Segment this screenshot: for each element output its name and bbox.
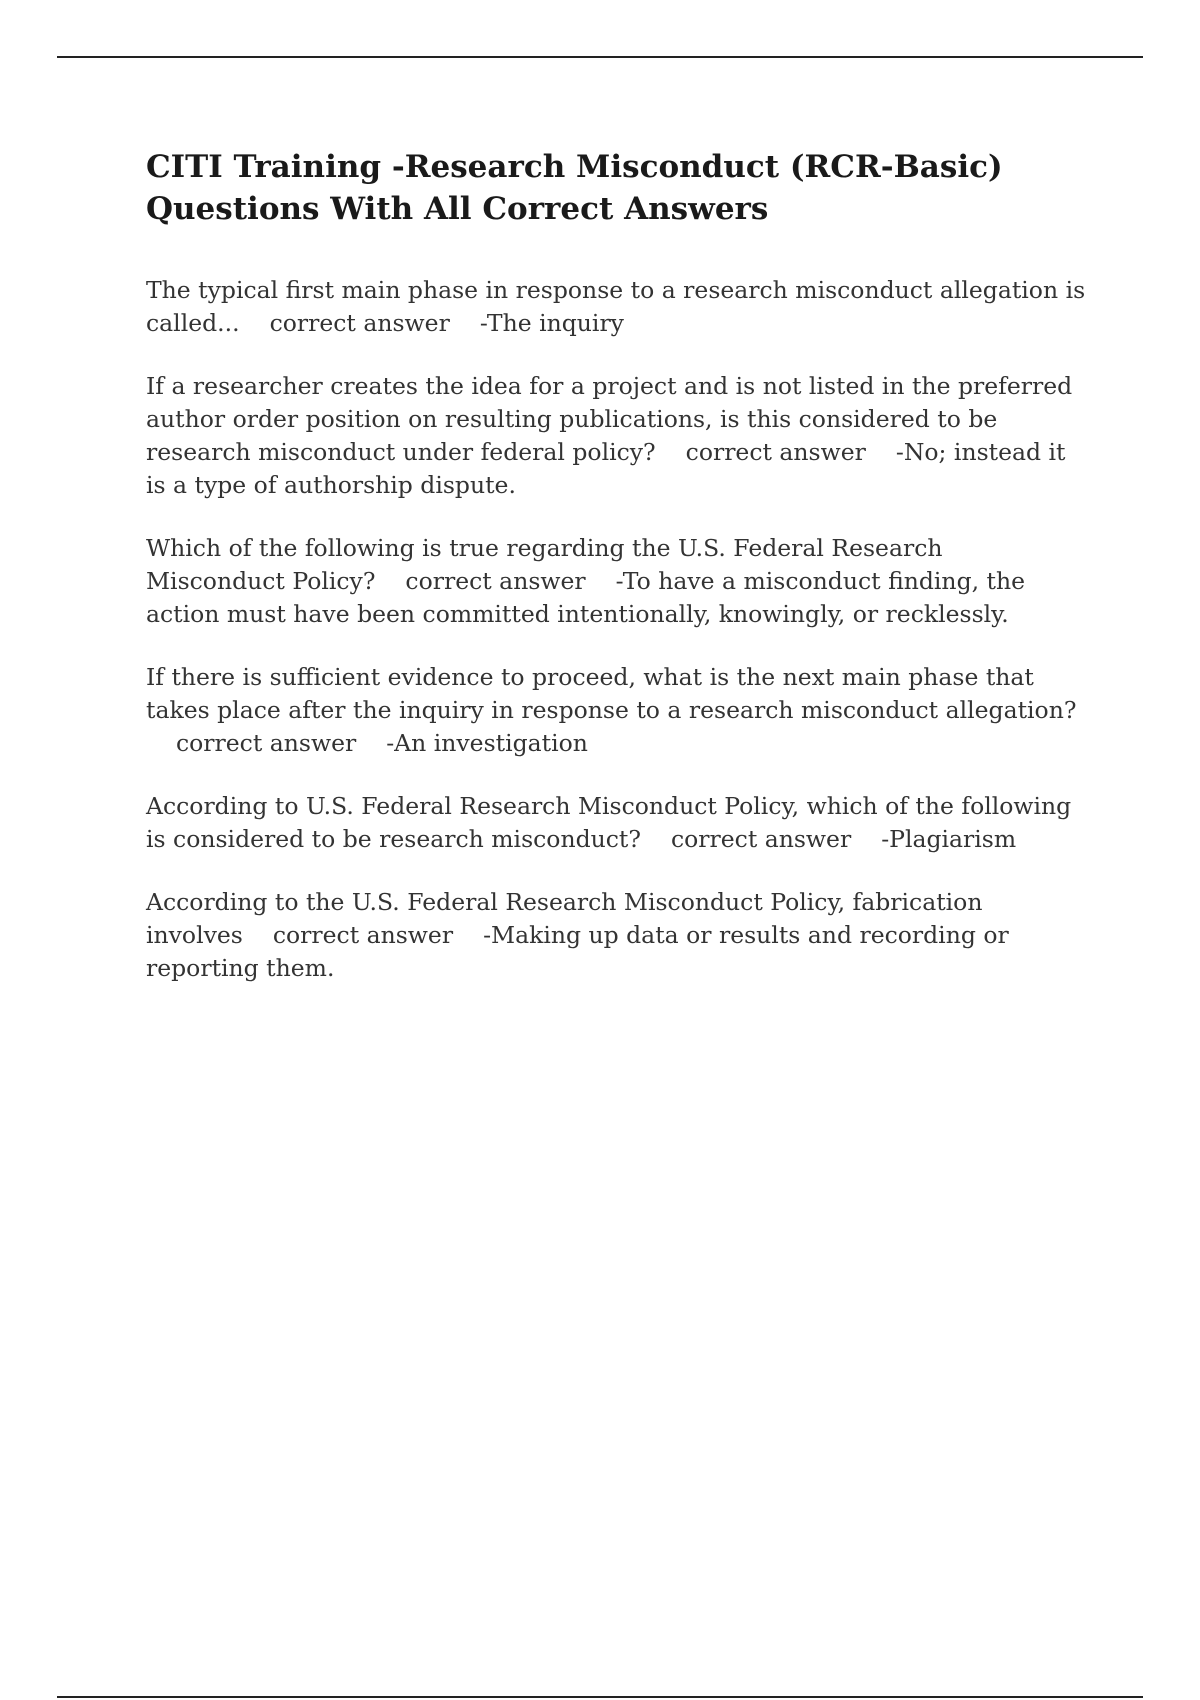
question-text: Which of the following is true regarding the U.S. Federal Research Misconduct Policy?: [146, 534, 943, 595]
qa-item: [146, 532, 1086, 631]
answer-label: correct answer: [405, 567, 586, 595]
document-title: CITI Training -Research Misconduct (RCR-Basic) Questions With All Correct Answers: [146, 149, 1003, 227]
qa-item: [146, 274, 1086, 340]
qa-item: [146, 370, 1086, 502]
answer-text: -To have a misconduct finding, the action must have been committed intentionally, knowingly, or recklessly.: [146, 567, 1026, 628]
question-text: According to the U.S. Federal Research Misconduct Policy, fabrication involves: [146, 888, 983, 949]
qa-item: [146, 661, 1086, 760]
top-rule: [57, 56, 1143, 58]
qa-item: [146, 790, 1086, 856]
answer-label: correct answer: [176, 729, 357, 757]
question-text: The typical first main phase in response to a research misconduct allegation is called...: [146, 276, 1086, 337]
answer-label: correct answer: [670, 825, 852, 853]
answer-text: -An investigation: [386, 729, 588, 757]
document-body: [146, 146, 1086, 1015]
answer-text: -Making up data or results and recording or reporting them.: [146, 921, 1009, 982]
answer-text: -The inquiry: [479, 309, 624, 337]
question-text: If a researcher creates the idea for a project and is not listed in the preferred author order position on resulting publications, is this considered to be research misconduct under federal policy?: [146, 372, 1073, 466]
answer-label: correct answer: [269, 309, 450, 337]
bottom-rule: [57, 1696, 1143, 1698]
qa-item: [146, 886, 1086, 985]
answer-text: -No; instead it is a type of authorship dispute.: [146, 438, 1066, 499]
answer-text: -Plagiarism: [881, 825, 1017, 853]
answer-label: correct answer: [272, 921, 454, 949]
answer-label: correct answer: [685, 438, 866, 466]
question-text: According to U.S. Federal Research Misconduct Policy, which of the following is considered to be research misconduct?: [146, 792, 1072, 853]
question-text: If there is sufficient evidence to proceed, what is the next main phase that takes place after the inquiry in response to a research misconduct allegation?: [146, 663, 1077, 724]
